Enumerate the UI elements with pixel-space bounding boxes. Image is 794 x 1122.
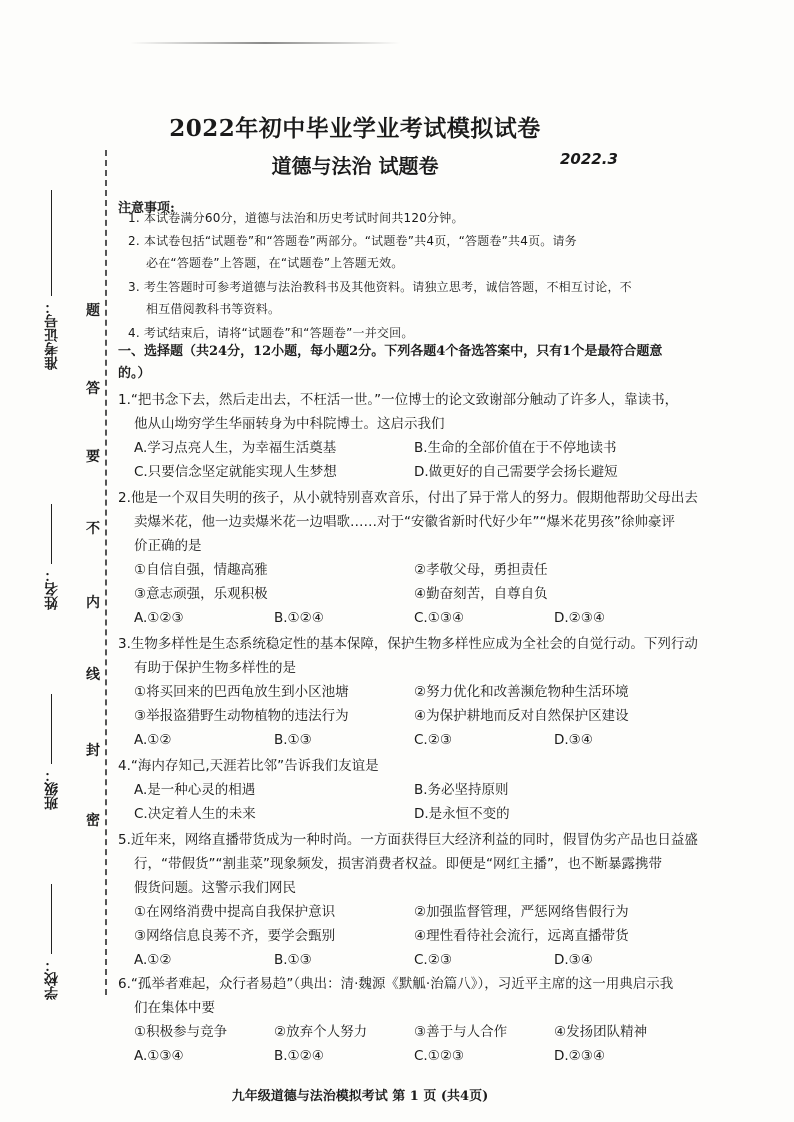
notes-heading: 注意事项: [118,201,175,216]
option-b[interactable]: B.①③ [274,732,312,748]
note-line: 必在“答题卷”上答题，在“试题卷”上答题无效。 [146,256,404,270]
class-label: 班级： [44,768,60,810]
option-b[interactable]: B.务必坚持原则 [414,782,509,798]
question-4-options [134,778,754,826]
option-d[interactable]: D.是永恒不变的 [414,806,510,822]
question-text: 们在集体中要 [134,1000,215,1016]
option-a[interactable]: A.学习点亮人生，为幸福生活奠基 [134,440,337,456]
note-line: 3. 考生答题时可参考道德与法治教科书及其他资料。请独立思考，诚信答题，不相互讨论，不 [128,280,632,294]
seal-char: 答 [86,381,100,397]
question-text: 价正确的是 [134,538,202,554]
seal-char: 线 [86,667,100,683]
exam-date: 2022.3 [560,150,618,168]
school-field[interactable] [22,880,82,1000]
question-2-options [134,558,754,630]
question-3-options [134,680,754,752]
option-b[interactable]: B.①②④ [274,1048,324,1064]
statement: ②加强监督管理，严惩网络售假行为 [414,904,629,920]
statement: ③举报盗猎野生动物植物的违法行为 [134,708,349,724]
option-d[interactable]: D.②③④ [554,610,605,626]
question-text: 假货问题。这警示我们网民 [134,880,296,896]
question-4 [118,754,748,778]
statement: ②放弃个人努力 [274,1024,368,1040]
question-text: 5.近年来，网络直播带货成为一种时尚。一方面获得巨大经济利益的同时，假冒伪劣产品也日益盛 [118,832,698,848]
option-c[interactable]: C.只要信念坚定就能实现人生梦想 [134,464,337,480]
class-field[interactable] [22,690,82,810]
option-c[interactable]: C.②③ [414,732,452,748]
exam-title: 2022年初中毕业学业考试模拟试卷 [169,115,541,142]
statement: ①自信自强，情趣高雅 [134,562,268,578]
question-text: 他从山坳穷学生华丽转身为中科院博士。这启示我们 [134,416,445,432]
seal-char: 封 [86,743,100,759]
seal-char: 不 [86,521,100,537]
seal-dashed-line [105,150,107,995]
option-c[interactable]: C.①②③ [414,1048,465,1064]
question-1-options [134,436,754,484]
statement: ②孝敬父母，勇担责任 [414,562,548,578]
option-b[interactable]: B.①③ [274,952,312,968]
statement: ④理性看待社会流行，远离直播带货 [414,928,629,944]
class-line [52,694,53,764]
statement: ③网络信息良莠不齐，要学会甄别 [134,928,336,944]
exam-id-label: 准考证号： [44,300,60,370]
note-line: 相互借阅教科书等资料。 [146,302,281,316]
section-heading-line1: 一、选择题（共24分，12小题，每小题2分。下列各题4个备选答案中，只有1个是最符合题意 [118,344,663,359]
question-text: 1.“把书念下去，然后走出去，不枉活一世。”一位博士的论文致谢部分触动了许多人，靠读书， [118,392,679,408]
exam-subtitle: 道德与法治 试题卷 [271,154,439,178]
question-text: 4.“海内存知己,天涯若比邻”告诉我们友谊是 [118,758,379,774]
statement: ①将买回来的巴西龟放生到小区池塘 [134,684,349,700]
section-heading [118,341,748,385]
seal-char: 题 [86,303,100,319]
seal-char: 密 [86,813,100,829]
name-line [52,504,53,564]
note-line: 2. 本试卷包括“试题卷”和“答题卷”两部分。“试题卷”共4页，“答题卷”共4页。请务 [128,234,577,248]
option-d[interactable]: D.③④ [554,732,593,748]
page-footer: 九年级道德与法治模拟考试 第 1 页 (共4页) [231,1089,489,1104]
option-a[interactable]: A.是一种心灵的相遇 [134,782,256,798]
question-6-options [134,1020,754,1068]
exam-id-line [52,190,53,296]
name-label: 姓名： [44,568,60,610]
statement: ②努力优化和改善濒危物种生活环境 [414,684,629,700]
note-line: 1. 本试卷满分60分，道德与法治和历史考试时间共120分钟。 [128,211,464,225]
question-2 [118,486,748,558]
name-field[interactable] [22,500,82,610]
option-a[interactable]: A.①② [134,732,172,748]
question-3 [118,632,748,680]
option-c[interactable]: C.决定着人生的未来 [134,806,256,822]
school-line [52,884,53,954]
option-b[interactable]: B.①②④ [274,610,324,626]
seal-char: 要 [86,449,100,465]
question-text: 6.“孤举者难起，众行者易趋”（典出：清·魏源《默觚·治篇八》），习近平主席的这一用典启示我 [118,976,674,992]
question-5-options [134,900,754,972]
question-text: 行，“带假货”“割韭菜”现象频发，损害消费者权益。即便是“网红主播”，也不断暴露携带 [134,856,662,872]
scan-mark [130,42,400,44]
section-heading-line2: 的。） [118,366,151,381]
option-a[interactable]: A.①② [134,952,172,968]
statement: ④为保护耕地而反对自然保护区建设 [414,708,629,724]
binding-margin [0,0,115,1122]
option-a[interactable]: A.①③④ [134,1048,184,1064]
school-label: 学校： [44,958,60,1000]
question-5 [118,828,748,900]
question-text: 2.他是一个双目失明的孩子，从小就特别喜欢音乐，付出了异于常人的努力。假期他帮助父母出去 [118,490,698,506]
question-text: 3.生物多样性是生态系统稳定性的基本保障，保护生物多样性应成为全社会的自觉行动。下列行动 [118,636,698,652]
note-line: 4. 考试结束后，请将“试题卷”和“答题卷”一并交回。 [128,326,414,340]
question-1 [118,388,748,436]
statement: ①在网络消费中提高自我保护意识 [134,904,336,920]
seal-char: 内 [86,595,100,611]
statement: ③意志顽强，乐观积极 [134,586,268,602]
option-d[interactable]: D.做更好的自己需要学会扬长避短 [414,464,618,480]
question-text: 卖爆米花，他一边卖爆米花一边唱歌……对于“安徽省新时代好少年”“爆米花男孩”徐帅豪评 [134,514,675,530]
question-text: 有助于保护生物多样性的是 [134,660,296,676]
option-d[interactable]: D.③④ [554,952,593,968]
statement: ①积极参与竞争 [134,1024,228,1040]
option-b[interactable]: B.生命的全部价值在于不停地读书 [414,440,617,456]
statement: ③善于与人合作 [414,1024,508,1040]
option-c[interactable]: C.①③④ [414,610,465,626]
option-d[interactable]: D.②③④ [554,1048,605,1064]
exam-id-field[interactable] [22,190,82,370]
statement: ④勤奋刻苦，自尊自负 [414,586,548,602]
question-6 [118,972,748,1020]
option-a[interactable]: A.①②③ [134,610,184,626]
option-c[interactable]: C.②③ [414,952,452,968]
statement: ④发扬团队精神 [554,1024,648,1040]
